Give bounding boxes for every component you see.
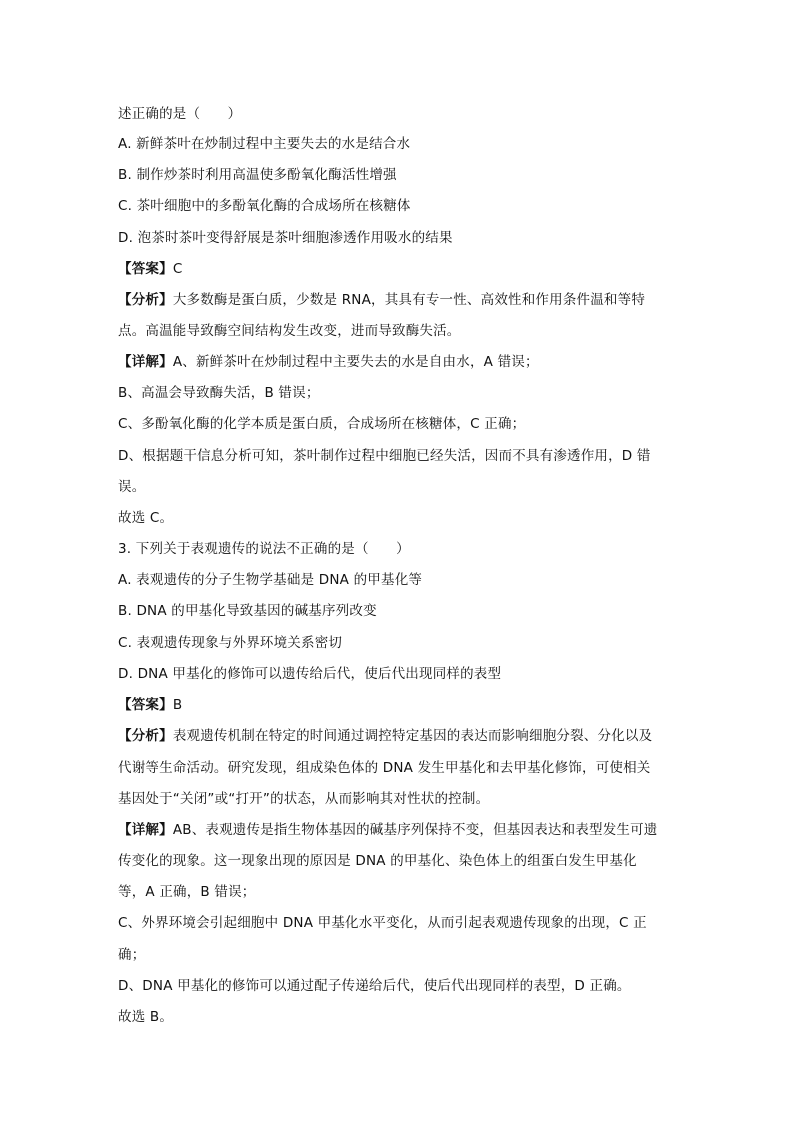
detail-tag: 【详解】 <box>118 354 173 370</box>
detail-text: A、新鲜茶叶在炒制过程中主要失去的水是自由水，A 错误； <box>172 354 539 370</box>
q2-detail-line-1 <box>118 352 539 372</box>
q3-analysis-line-2: 代谢等生命活动。研究发现，组成染色体的 DNA 发生甲基化和去甲基化修饰，可使相关 <box>118 760 651 776</box>
q2-option-a: A. 新鲜茶叶在炒制过程中主要失去的水是结合水 <box>118 136 411 152</box>
q2-detail-line-4: D、根据题干信息分析可知，茶叶制作过程中细胞已经失活，因而不具有渗透作用，D 错 <box>118 448 651 464</box>
q2-detail-line-2: B、高温会导致酶失活，B 错误； <box>118 385 320 401</box>
q3-detail-line-3: 等，A 正确，B 错误； <box>118 884 256 900</box>
q2-option-d: D. 泡茶时茶叶变得舒展是茶叶细胞渗透作用吸水的结果 <box>118 230 453 246</box>
detail-tag: 【详解】 <box>118 822 173 838</box>
answer-value: C <box>172 261 183 277</box>
q3-answer <box>118 695 182 715</box>
q2-analysis-line-2: 点。高温能导致酶空间结构发生改变，进而导致酶失活。 <box>118 323 461 339</box>
q3-analysis-line-3: 基因处于“关闭”或“打开”的状态，从而影响其对性状的控制。 <box>118 791 490 807</box>
q2-analysis-line-1 <box>118 290 645 310</box>
q3-detail-line-1 <box>118 820 658 840</box>
detail-text: AB、表观遗传是指生物体基因的碱基序列保持不变，但基因表达和表型发生可遗 <box>172 822 658 838</box>
q3-option-d: D. DNA 甲基化的修饰可以遗传给后代，使后代出现同样的表型 <box>118 666 502 682</box>
analysis-text: 大多数酶是蛋白质，少数是 RNA，其具有专一性、高效性和作用条件温和等特 <box>172 292 646 308</box>
q2-option-c: C. 茶叶细胞中的多酚氧化酶的合成场所在核糖体 <box>118 198 411 214</box>
analysis-tag: 【分析】 <box>118 292 173 308</box>
q2-answer <box>118 259 182 279</box>
q2-stem-tail: 述正确的是（ ） <box>118 106 242 122</box>
q2-option-b: B. 制作炒茶时利用高温使多酚氧化酶活性增强 <box>118 167 397 183</box>
q3-option-a: A. 表观遗传的分子生物学基础是 DNA 的甲基化等 <box>118 572 423 588</box>
answer-tag: 【答案】 <box>118 697 173 713</box>
q2-conclusion: 故选 C。 <box>118 510 174 526</box>
analysis-text: 表观遗传机制在特定的时间通过调控特定基因的表达而影响细胞分裂、分化以及 <box>172 728 653 744</box>
q3-detail-line-2: 传变化的现象。这一现象出现的原因是 DNA 的甲基化、染色体上的组蛋白发生甲基化 <box>118 853 637 869</box>
analysis-tag: 【分析】 <box>118 728 173 744</box>
q3-option-b: B. DNA 的甲基化导致基因的碱基序列改变 <box>118 603 377 619</box>
q3-detail-line-6: D、DNA 甲基化的修饰可以通过配子传递给后代，使后代出现同样的表型，D 正确。 <box>118 978 631 994</box>
q2-detail-line-3: C、多酚氧化酶的化学本质是蛋白质，合成场所在核糖体，C 正确； <box>118 416 526 432</box>
q3-option-c: C. 表观遗传现象与外界环境关系密切 <box>118 635 343 651</box>
answer-tag: 【答案】 <box>118 261 173 277</box>
q3-stem: 3. 下列关于表观遗传的说法不正确的是（ ） <box>118 541 410 557</box>
q3-conclusion: 故选 B。 <box>118 1009 174 1025</box>
q3-analysis-line-1 <box>118 726 652 746</box>
answer-value: B <box>172 697 183 713</box>
q3-detail-line-4: C、外界环境会引起细胞中 DNA 甲基化水平变化，从而引起表观遗传现象的出现，C 正 <box>118 915 647 931</box>
q3-detail-line-5: 确； <box>118 947 146 963</box>
q2-detail-line-5: 误。 <box>118 479 146 495</box>
